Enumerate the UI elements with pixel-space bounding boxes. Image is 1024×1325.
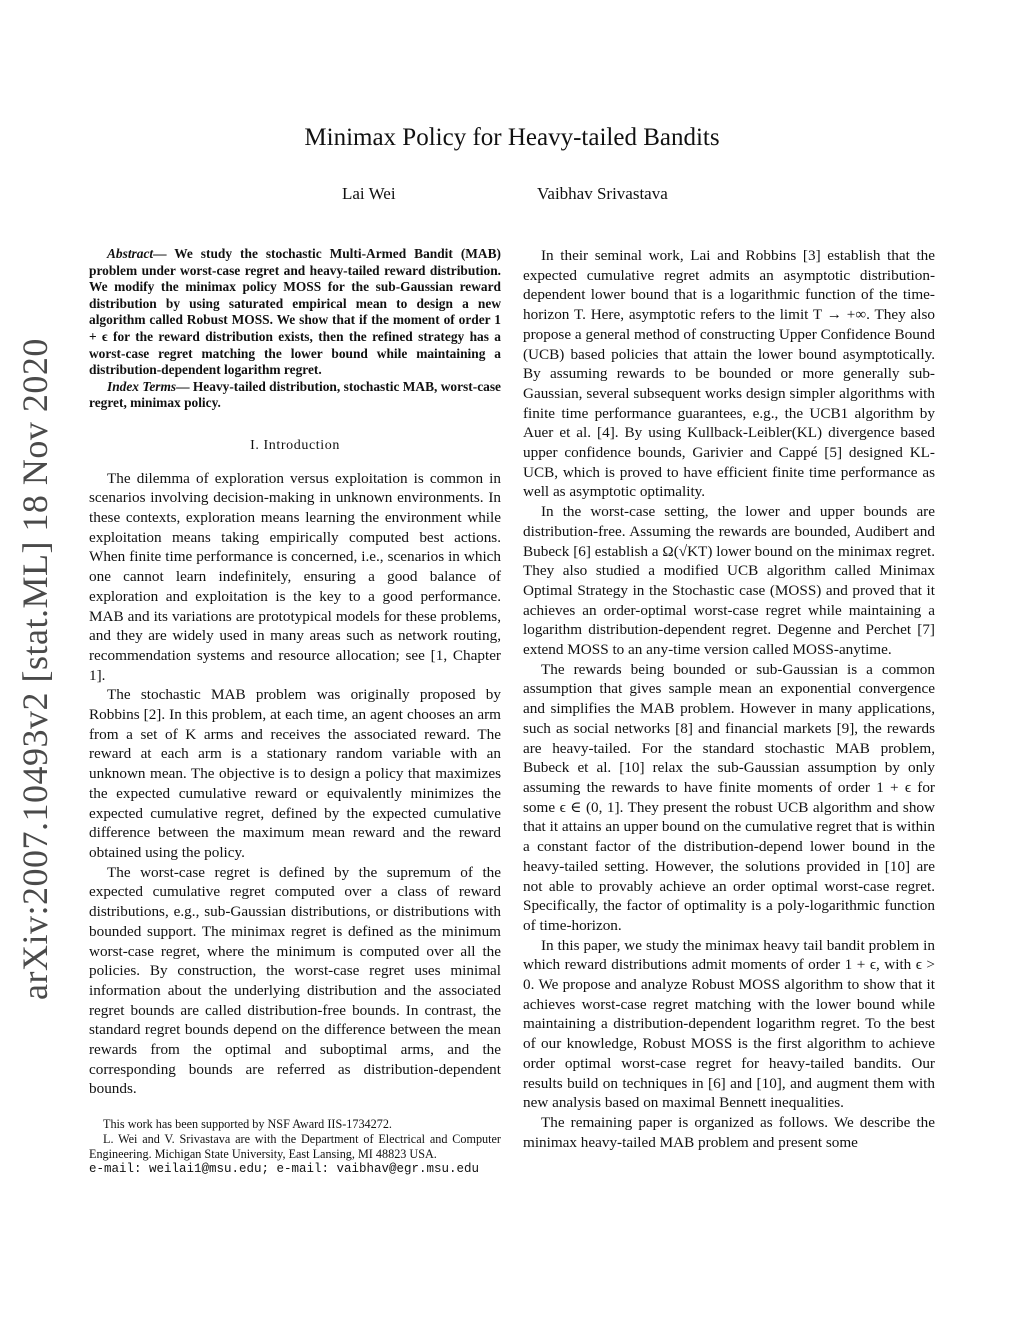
left-column <box>89 246 501 1177</box>
footnotes <box>89 1117 501 1177</box>
abstract <box>89 246 501 379</box>
paragraph: In the worst-case setting, the lower and upper bounds are distribution-free. Assuming the rewards are bounded, Audibert and Bubeck [6] establish a Ω(√KT) lower bound on the minimax regret. They also studied a modified UCB algorithm called Minimax Optimal Strategy in the Stochastic case (MOSS) and proved that it achieves an order-optimal worst-case regret while maintaining a logarithm distribution-dependent regret. Degenne and Perchet [7] extend MOSS to an any-time version called MOSS-anytime. <box>523 503 935 659</box>
abstract-text: — We study the stochastic Multi-Armed Bandit (MAB) problem under worst-case regret and heavy-tailed reward distribution. We modify the minimax policy MOSS for the sub-Gaussian reward distribution by using saturated empirical mean to design a new algorithm called Robust MOSS. We show that if the moment of order 1 + ϵ for the reward distribution exists, then the refined strategy has a worst-case regret matching the lower bound while maintaining a distribution-dependent logarithm regret. <box>89 246 501 378</box>
abstract-lead: Abstract <box>107 246 154 261</box>
index-terms-lead: Index Terms <box>107 378 177 394</box>
footnote-funding: This work has been supported by NSF Award IIS-1734272. <box>103 1117 392 1132</box>
author-1: Lai Wei <box>342 184 396 203</box>
index-terms-text: — Heavy-tailed distribution, stochastic MAB, worst-case regret, minimax policy. <box>89 378 501 411</box>
paragraph: In their seminal work, Lai and Robbins [3] establish that the expected cumulative regret admits an asymptotic distribution-dependent lower bound that is a logarithmic function of the time-horizon T. Here, asymptotic refers to the limit T → +∞. They also propose a general method of constructing Upper Confidence Bound (UCB) based policies that attain the lower bound asymptotically. By assuming rewards to be bounded or more generally sub-Gaussian, several subsequent works design simpler algorithms with finite time performance guarantees, e.g., the UCB1 algorithm by Auer et al. [4]. By using Kullback-Leibler(KL) divergence based upper confidence bounds, Garivier and Cappé [5] designed KL-UCB, which is proved to have efficient finite time performance as well as asymptotic optimality. <box>523 247 935 501</box>
arxiv-identifier: arXiv:2007.10493v2 [stat.ML] 18 Nov 2020 <box>15 338 55 1000</box>
paper-title: Minimax Policy for Heavy-tailed Bandits <box>304 124 720 151</box>
right-column <box>523 246 935 1152</box>
paragraph: The worst-case regret is defined by the supremum of the expected cumulative regret computed over a class of reward distributions, e.g., sub-Gaussian distributions, or distributions with bounded support. The minimax regret is defined as the minimum worst-case regret, where the minimum is computed over all the policies. By construction, the worst-case regret uses minimal information about the underlying distribution and the associated regret bounds are called distribution-free bounds. In contrast, the standard regret bounds depend on the difference between the mean rewards from the optimal and suboptimal arms, and the corresponding bounds are referred as distribution-dependent bounds. <box>89 863 501 1098</box>
author-2: Vaibhav Srivastava <box>537 184 668 203</box>
paragraph: In this paper, we study the minimax heavy tail bandit problem in which reward distributions admit moments of order 1 + ϵ, with ϵ > 0. We propose and analyze Robust MOSS algorithm to show that it achieves worst-case regret matching with the lower bound while maintaining a distribution-dependent logarithm regret. To the best of our knowledge, Robust MOSS is the first algorithm to achieve order optimal worst-case regret for heavy-tailed bandits. Our results build on techniques in [6] and [10], and augment them with new analysis based on maximal Bennett inequalities. <box>523 936 935 1112</box>
paragraph: The dilemma of exploration versus exploitation is common in scenarios involving decision-making in unknown environments. In these contexts, exploration means learning the environment while exploitation means taking empirically computed best actions. When finite time performance is concerned, i.e., scenarios in which one cannot learn indefinitely, ensuring a good balance of exploration and exploitation is the key to a good performance. MAB and its variations are prototypical models for these problems, and they are widely used in many areas such as network routing, recommendation systems and resource allocation; see [1, Chapter 1]. <box>89 469 501 684</box>
paragraph: The remaining paper is organized as follows. We describe the minimax heavy-tailed MAB problem and present some <box>523 1113 935 1151</box>
paragraph: The rewards being bounded or sub-Gaussian is a common assumption that gives sample mean an exponential convergence and simplifies the MAB problem. However in many applications, such as social networks [8] and financial markets [9], the rewards are heavy-tailed. For the standard stochastic MAB problem, Bubeck et al. [10] relax the sub-Gaussian assumption by only assuming the rewards to have finite moments of order 1 + ϵ for some ϵ ∈ (0, 1]. They present the robust UCB algorithm and show that it attains an upper bound on the cumulative regret that is within a constant factor of the distribution-depend lower bound in the heavy-tailed setting. However, the solutions provided in [10] are not able to provably achieve an order optimal worst-case regret. Specifically, the factor of optimality is a poly-logarithmic function of time-horizon. <box>523 660 935 934</box>
footnote-emails: e-mail: weilai1@msu.edu; e-mail: vaibhav@egr.msu.edu <box>89 1162 480 1177</box>
footnote-affiliation: L. Wei and V. Srivastava are with the Department of Electrical and Computer Engineering. Michigan State University, East Lansing, MI 48823 USA. <box>89 1132 501 1162</box>
paragraph: The stochastic MAB problem was originally proposed by Robbins [2]. In this problem, at each time, an agent chooses an arm from a set of K arms and receives the associated reward. The reward at each arm is a stationary random variable with an unknown mean. The objective is to design a policy that maximizes the expected cumulative reward or equivalently minimizes the expected cumulative regret, defined by the expected cumulative difference between the maximum mean reward and the reward obtained using the policy. <box>89 686 501 861</box>
index-terms <box>89 379 501 412</box>
section-heading-introduction: I. Introduction <box>250 437 340 453</box>
